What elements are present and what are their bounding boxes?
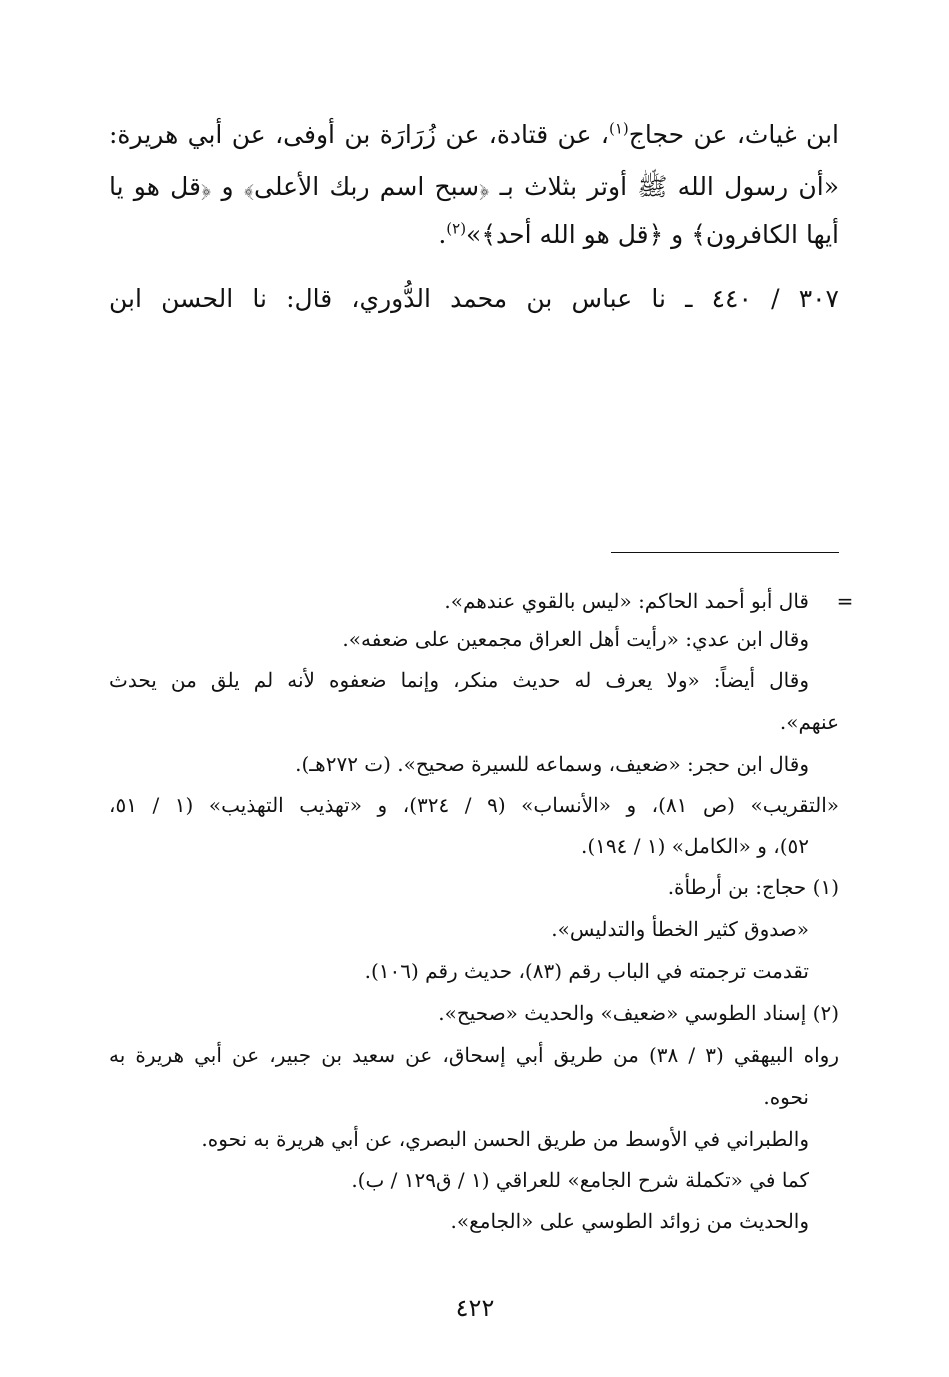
- footnote-line-4: عنهم».: [779, 710, 839, 734]
- page-number: ٤٢٢: [455, 1294, 495, 1322]
- footnote-line-16: والحديث من زوائد الطوسي على «الجامع».: [450, 1209, 809, 1233]
- footnote-ref-2[interactable]: (٢): [446, 219, 467, 238]
- footnote-1-heading: (١) حجاج: بن أرطأة.: [667, 875, 839, 899]
- footnote-line-2: وقال ابن عدي: «رأيت أهل العراق مجمعين على ضعفه».: [342, 627, 809, 651]
- footnote-line-10: تقدمت ترجمته في الباب رقم (٨٣)، حديث رقم (١٠٦).: [364, 959, 809, 983]
- footnote-separator: [611, 552, 839, 553]
- main-text-line-3-start: أيها الكافرون﴾ و ﴿قل هو الله أحد﴾»: [466, 220, 839, 249]
- footnote-ref-1[interactable]: (١): [608, 119, 629, 138]
- footnote-line-12: رواه البيهقي (٣ / ٣٨) من طريق أبي إسحاق، عن سعيد بن جبير، عن أبي هريرة به: [109, 1043, 839, 1067]
- main-text-line-1-start: ابن غياث، عن حجاج: [628, 120, 839, 149]
- main-text-line-2: «أن رسول الله ﷺ أوتر بثلاث بـ ﴿سبح اسم ربك الأعلى﴾ و ﴿قل هو يا: [109, 172, 839, 201]
- main-text-line-3-end: .: [438, 220, 447, 249]
- footnote-line-9: «صدوق كثير الخطأ والتدليس».: [551, 917, 809, 941]
- footnote-line-14: والطبراني في الأوسط من طريق الحسن البصري، عن أبي هريرة به نحوه.: [201, 1127, 809, 1151]
- footnote-line-3: وقال أيضاً: «ولا يعرف له حديث منكر، وإنما ضعفوه لأنه لم يلق من يحدث: [109, 668, 809, 692]
- footnote-line-7: ٥٢)، و «الكامل» (١ / ١٩٤).: [580, 834, 809, 858]
- footnote-line-15: كما في «تكملة شرح الجامع» للعراقي (١ / ق١٢٩ / ب).: [351, 1168, 809, 1192]
- main-text-line-1: [109, 112, 839, 158]
- continuation-mark: =: [836, 589, 854, 613]
- footnote-line-1: قال أبو أحمد الحاكم: «ليس بالقوي عندهم».: [444, 589, 809, 613]
- main-text-line-4: ٣٠٧ / ٤٤٠ ـ نا عباس بن محمد الدُّوري، قال: نا الحسن ابن: [109, 284, 839, 313]
- footnote-line-5: وقال ابن حجر: «ضعيف، وسماعه للسيرة صحيح». (ت ٢٧٢هـ).: [295, 752, 809, 776]
- footnote-line-13: نحوه.: [763, 1085, 809, 1109]
- main-text-line-1-end: ، عن قتادة، عن زُرَارَة بن أوفى، عن أبي هريرة:: [109, 120, 609, 149]
- footnote-2-heading: (٢) إسناد الطوسي «ضعيف» والحديث «صحيح».: [438, 1001, 839, 1025]
- main-text-line-3: [109, 212, 839, 258]
- footnote-line-6: «التقريب» (ص ٨١)، و «الأنساب» (٩ / ٣٢٤)، و «تهذيب التهذيب» (١ / ٥١،: [109, 793, 839, 817]
